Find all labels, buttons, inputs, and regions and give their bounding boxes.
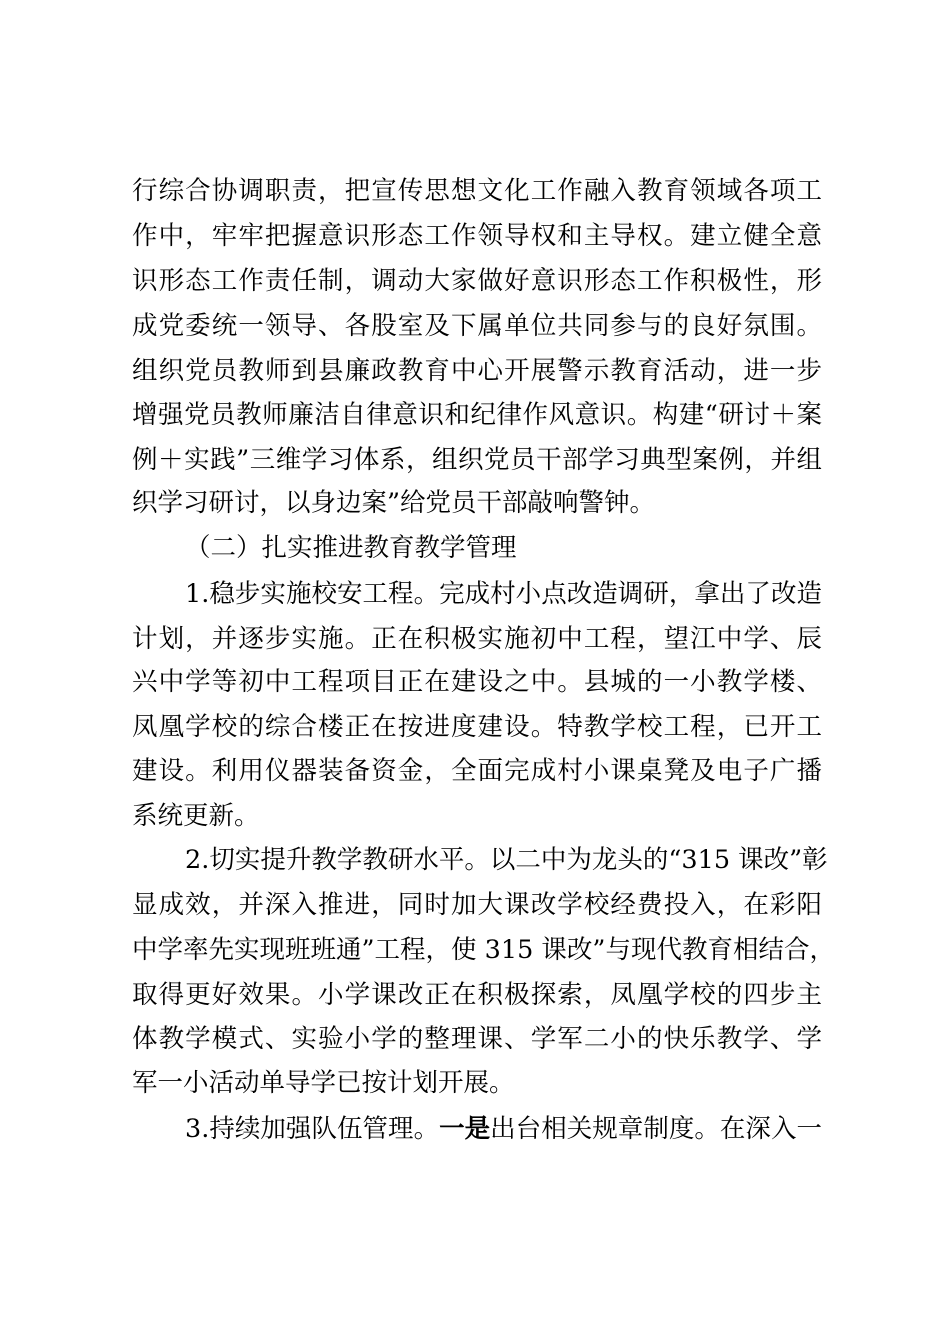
paragraph-line: 2.切实提升教学教研水平。以二中为龙头的“315 课改”彰 bbox=[185, 845, 828, 875]
paragraph-line: 中学率先实现班班通”工程，使 315 课改”与现代教育相结合， bbox=[132, 935, 835, 965]
paragraph-line: 凤凰学校的综合楼正在按进度建设。特教学校工程，已开工 bbox=[132, 712, 822, 742]
paragraph-line: 行综合协调职责，把宣传思想文化工作融入教育领域各项工 bbox=[132, 176, 822, 206]
paragraph-line: 军一小活动单导学已按计划开展。 bbox=[132, 1068, 515, 1098]
paragraph-line: 兴中学等初中工程项目正在建设之中。县城的一小教学楼、 bbox=[132, 667, 822, 697]
paragraph-line bbox=[185, 1107, 822, 1151]
paragraph-line: 成党委统一领导、各股室及下属单位共同参与的良好氛围。 bbox=[132, 311, 822, 341]
line-prefix: 3.持续加强队伍管理。 bbox=[185, 1114, 440, 1144]
section-heading: （二）扎实推进教育教学管理 bbox=[185, 533, 517, 563]
paragraph-line: 体教学模式、实验小学的整理课、学军二小的快乐教学、学 bbox=[132, 1024, 822, 1054]
paragraph-line: 显成效，并深入推进，同时加大课改学校经费投入，在彩阳 bbox=[132, 890, 822, 920]
paragraph-line: 增强党员教师廉洁自律意识和纪律作风意识。构建“研讨＋案 bbox=[132, 400, 822, 430]
paragraph-line: 系统更新。 bbox=[132, 801, 260, 831]
paragraph-line: 取得更好效果。小学课改正在积极探索，凤凰学校的四步主 bbox=[132, 980, 822, 1010]
paragraph-line: 组织党员教师到县廉政教育中心开展警示教育活动，进一步 bbox=[132, 356, 822, 386]
paragraph-line: 例＋实践”三维学习体系，组织党员干部学习典型案例，并组 bbox=[132, 445, 822, 475]
paragraph-line: 织学习研讨，以身边案”给党员干部敲响警钟。 bbox=[132, 488, 656, 518]
paragraph-line: 作中，牢牢把握意识形态工作领导权和主导权。建立健全意 bbox=[132, 221, 822, 251]
line-suffix: 出台相关规章制度。在深入一 bbox=[490, 1114, 822, 1144]
bold-marker: 一是 bbox=[439, 1114, 491, 1144]
paragraph-line: 识形态工作责任制，调动大家做好意识形态工作积极性，形 bbox=[132, 266, 822, 296]
paragraph-line: 1.稳步实施校安工程。完成村小点改造调研，拿出了改造 bbox=[185, 579, 822, 609]
paragraph-line: 计划，并逐步实施。正在积极实施初中工程，望江中学、辰 bbox=[132, 624, 822, 654]
paragraph-line: 建设。利用仪器装备资金，全面完成村小课桌凳及电子广播 bbox=[132, 756, 822, 786]
